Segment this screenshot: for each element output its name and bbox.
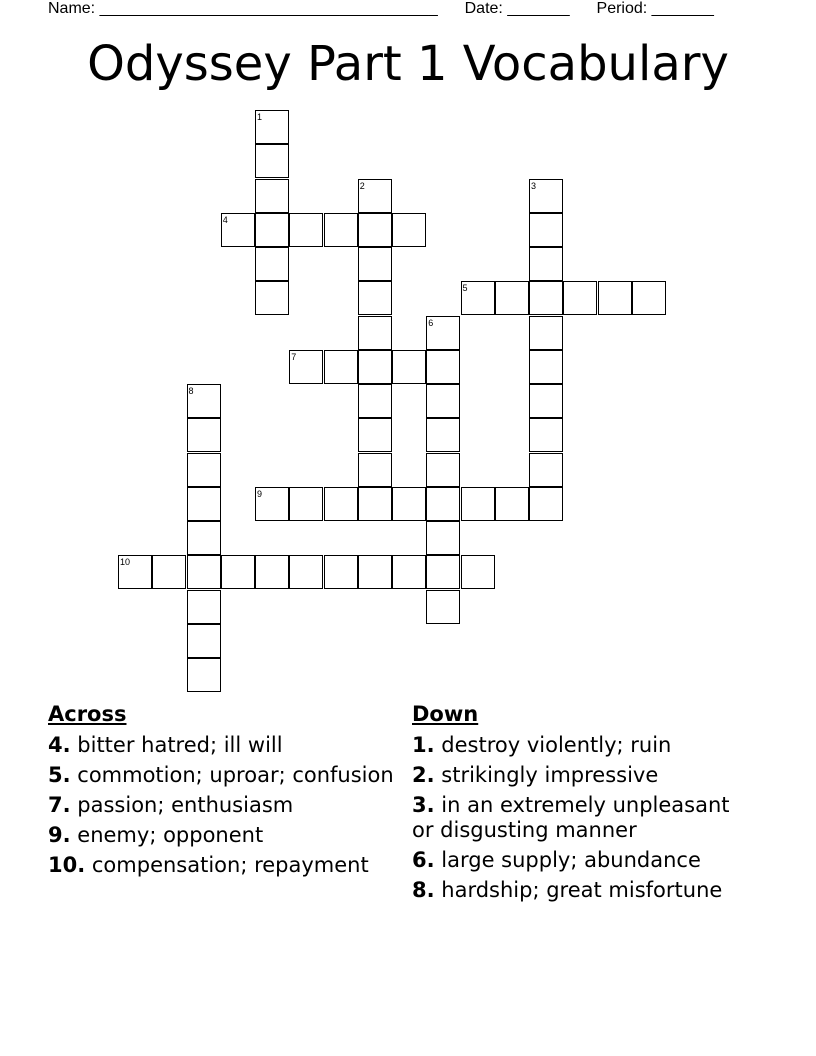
grid-cell[interactable] [392,213,426,247]
clue-number: 3 [531,180,537,191]
grid-cell[interactable] [187,453,221,487]
grid-cell[interactable] [358,316,392,350]
grid-cell[interactable] [426,555,460,589]
grid-cell[interactable] [392,487,426,521]
grid-cell[interactable] [529,384,563,418]
grid-cell[interactable] [324,487,358,521]
grid-cell[interactable] [324,555,358,589]
clue-number: 9 [257,488,263,499]
down-clue-6: 6. large supply; abundance [412,848,701,872]
grid-cell[interactable] [255,247,289,281]
clue-number: 1 [257,112,263,122]
grid-cell[interactable] [426,418,460,452]
down-clue-2: 2. strikingly impressive [412,763,659,787]
grid-cell[interactable] [358,350,392,384]
grid-cell[interactable] [495,281,529,315]
down-clue-8: 8. hardship; great misfortune [412,878,723,902]
grid-cell[interactable] [358,281,392,315]
grid-cell[interactable] [358,453,392,487]
grid-cell[interactable] [324,350,358,384]
clue-number: 5 [462,283,468,294]
grid-cell[interactable] [529,487,563,521]
grid-cell[interactable] [255,179,289,213]
grid-cell[interactable] [187,624,221,658]
grid-cell[interactable] [426,521,460,555]
grid-cell[interactable] [187,418,221,452]
page-title: Odyssey Part 1 Vocabulary [87,36,729,92]
clue-number: 7 [291,351,297,362]
grid-cell[interactable] [529,316,563,350]
down-heading: Down [412,702,479,726]
grid-cell[interactable] [187,521,221,555]
grid-cell[interactable] [221,555,255,589]
grid-cell[interactable] [529,247,563,281]
down-clue-1: 1. destroy violently; ruin [412,733,672,757]
grid-cell[interactable] [358,555,392,589]
grid-cell[interactable] [289,555,323,589]
across-clue-10: 10. compensation; repayment [48,853,369,877]
grid-cell[interactable] [392,555,426,589]
name-field[interactable]: Name: ______________________________________ [48,0,438,17]
grid-cell[interactable] [358,418,392,452]
grid-cell[interactable] [426,590,460,624]
clue-number: 10 [120,557,131,568]
grid-cell[interactable] [289,487,323,521]
period-field[interactable]: Period: _______ [596,0,714,17]
grid-cell[interactable] [187,487,221,521]
across-heading: Across [48,702,127,726]
grid-cell[interactable] [255,213,289,247]
grid-cell[interactable] [529,418,563,452]
clue-number: 4 [222,214,228,225]
down-clue-3: 3. in an extremely unpleasant or disgusting manner [412,793,730,842]
student-info-line [48,0,768,18]
grid-cell[interactable] [187,590,221,624]
grid-cell[interactable] [598,281,632,315]
grid-cell[interactable] [358,247,392,281]
grid-cell[interactable] [358,213,392,247]
date-field[interactable]: Date: _______ [464,0,570,17]
grid-cell[interactable] [461,487,495,521]
grid-cell[interactable] [529,453,563,487]
grid-cell[interactable] [529,213,563,247]
grid-cell[interactable] [563,281,597,315]
across-clues [48,702,398,883]
grid-cell[interactable] [358,487,392,521]
grid-cell[interactable] [461,555,495,589]
grid-cell[interactable] [324,213,358,247]
across-clue-9: 9. enemy; opponent [48,823,264,847]
grid-cell[interactable] [426,350,460,384]
across-clue-5: 5. commotion; uproar; confusion [48,763,394,787]
grid-cell[interactable] [358,384,392,418]
grid-cell[interactable] [426,487,460,521]
grid-cell[interactable] [392,350,426,384]
grid-cell[interactable] [187,658,221,692]
clue-number: 8 [188,386,194,396]
grid-cell[interactable] [289,213,323,247]
across-clue-4: 4. bitter hatred; ill will [48,733,283,757]
down-clues [412,702,742,908]
grid-cell[interactable] [187,555,221,589]
grid-cell[interactable] [426,453,460,487]
grid-cell[interactable] [632,281,666,315]
grid-cell[interactable] [529,350,563,384]
grid-cell[interactable] [529,281,563,315]
grid-cell[interactable] [152,555,186,589]
grid-cell[interactable] [495,487,529,521]
grid-cell[interactable] [255,281,289,315]
clue-number: 6 [428,317,434,328]
grid-cell[interactable] [255,555,289,589]
grid-cell[interactable] [255,144,289,178]
grid-cell[interactable] [426,384,460,418]
across-clue-7: 7. passion; enthusiasm [48,793,294,817]
clue-number: 2 [359,180,365,191]
